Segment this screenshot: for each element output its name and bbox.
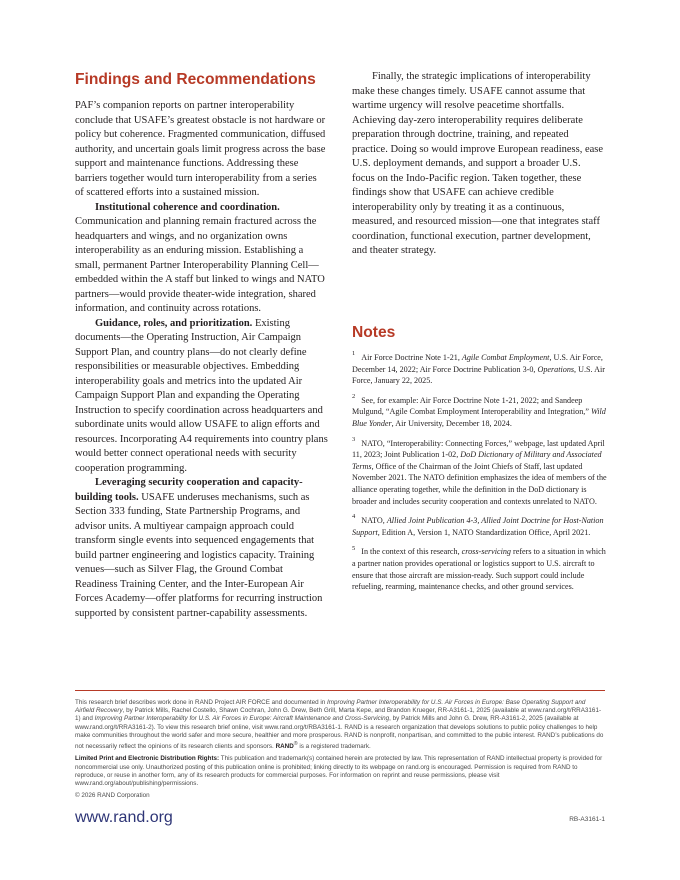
- research-description: [75, 699, 605, 751]
- note-text: See, for example: Air Force Doctrine Note 1-21, 2022; and Sandeep Mulgund, “Agile Combat Employment Interoperability and Integration,”: [352, 395, 591, 417]
- note-title: Wild Blue Yonder: [352, 407, 606, 428]
- document-number: RB-A3161-1: [569, 816, 605, 823]
- note-text: , Edition A, Version 1, NATO Standardization Office, April 2021.: [377, 527, 591, 537]
- findings-heading: Findings and Recommendations: [75, 71, 316, 88]
- rand-website-link[interactable]: www.rand.org: [75, 809, 173, 826]
- intro-paragraph: PAF’s companion reports on partner interoperability conclude that USAFE’s greatest obstacle is not hardware or policy but coherence. Fragmented communication, diffused authority, and uncertain goals limit progress across the base support and maintenance functions. Addressing these barriers together would turn interoperability from a series of scattered efforts into a sustained mission.: [75, 100, 326, 198]
- final-paragraph: Finally, the strategic implications of interoperability make these changes timely. USAFE cannot assume that wartime urgency will resolve peacetime shortfalls. Achieving day-zero interoperability requires deliberate preparation through doctrine, training, and repeated practice. Doing so would improve European readiness, ease U.S. deployment demands, and support a broader U.S. focus on the Indo-Pacific region. Taken together, these findings show that USAFE can achieve credible interoperability only by treating it as a continuous, measured, and resourced mission—one that integrates staff coordination, functional execution, partner development, and theater strategy.: [352, 71, 604, 256]
- security-cooperation-paragraph: [75, 476, 328, 621]
- note-5: [352, 546, 607, 592]
- note-text: refers to a situation in which a partner nation provides operational or logistics support to U.S. aircraft to ensure that those aircraft are mission-ready. Such support could include refueling, rearming, maintenance checks, and other ground services.: [352, 547, 606, 592]
- note-text: , Office of the Chairman of the Joint Chiefs of Staff, last updated November 2021. The NATO definition emphasizes the idea of members of the alliance operating together, while the definition in the DoD dictionary is broader and includes security cooperation and contexts unrelated to NATO.: [352, 461, 607, 506]
- note-text: In the context of this research,: [361, 547, 462, 557]
- coherence-text: Communication and planning remain fractured across the headquarters and wings, and no organization owns interoperability as an enduring mission. Establishing a small, permanent Partner Interoperability Planning Cell—embedded within the A staff but linked to wings and NATO partners—would provide theater-wide integration, shared information, and continuity across rotations.: [75, 216, 325, 314]
- guidance-text: Existing documents—the Operating Instruction, Air Campaign Support Plan, and country plans—do not clearly define responsibilities or measurable objectives. Embedding interoperability goals and metrics into the updated Air Campaign Support Plan and expanding the Operating Instruction to specify coordination across headquarters and subordinate units would allow USAFE to align efforts and resources. Incorporating A4 requirements into country plans would better connect operational needs with security cooperation programming.: [75, 317, 328, 474]
- note-2: [352, 395, 607, 430]
- registered-symbol: ®: [293, 741, 298, 748]
- note-title: cross-servicing: [461, 547, 511, 557]
- note-text: , U.S. Air Force, January 22, 2025.: [352, 364, 605, 386]
- right-column: [352, 70, 605, 259]
- note-title: Operations: [537, 364, 575, 374]
- rights-text: This publication and trademark(s) contained herein are protected by law. This representation of RAND intellectual property is provided for noncommercial use only. Unauthorized posting of this publication online is prohibited; linking directly to its webpage on rand.org is encouraged. Permission is required from RAND to reproduce, or reuse in another form, any of its research products for commercial purposes. For information on reprint and reuse permissions, please visit www.rand.org/about/publishing/permissions.: [75, 755, 603, 787]
- left-column: [75, 70, 328, 621]
- footer-text-run: , by Patrick Mills and John G. Drew, RR-A3161-2, 2025 (available at www.rand.org/t/RRA3161-2). To view this research brief online, visit www.rand.org/t/RBA3161-1. RAND is a research organization that develops solutions to public policy challenges to help make communities throughout the world safer and more secure, healthier and more prosperous. RAND is nonprofit, nonpartisan, and committed to the public interest. RAND’s publications do not necessarily reflect the opinions of its research clients and sponsors.: [75, 715, 604, 751]
- footer: [75, 690, 605, 804]
- report-title: Improving Partner Interoperability for U.S. Air Forces in Europe: Base Operating Support and Airfield Recovery: [75, 699, 586, 715]
- note-number: 5: [352, 544, 356, 552]
- note-number: 4: [352, 513, 356, 521]
- notes-section: [352, 323, 607, 601]
- note-title: Allied Joint Publication 4-3, Allied Joint Doctrine for Host-Nation Support: [352, 516, 604, 537]
- security-cooperation-text: USAFE underuses mechanisms, such as Section 333 funding, State Partnership Programs, and advisor units. A multiyear campaign approach could transform single events into sequenced engagements that build partner engineering and logistics capacity. Training venues—such as Silver Flag, the Ground Combat Readiness Training Center, and the Inter-European Air Forces Academy—offer platforms for recurring instruction supported by consistent partner-capability assessments.: [75, 491, 323, 619]
- note-1: [352, 352, 607, 387]
- rights-label: Limited Print and Electronic Distribution Rights:: [75, 755, 220, 763]
- note-text: , U.S. Air Force, December 14, 2022; Air Force Doctrine Publication 3-0,: [352, 353, 603, 374]
- note-4: [352, 515, 607, 538]
- copyright: © 2026 RAND Corporation: [75, 792, 150, 800]
- note-title: Agile Combat Employment: [461, 353, 550, 362]
- report-title: Improving Partner Interoperability for U.S. Air Forces in Europe: Aircraft Maintenance and Cross-Servicing: [94, 715, 390, 723]
- note-number: 3: [352, 435, 356, 443]
- guidance-paragraph: [75, 317, 328, 477]
- note-number: 1: [352, 350, 356, 358]
- coherence-lead: Institutional coherence and coordination.: [95, 201, 280, 213]
- note-number: 2: [352, 393, 356, 401]
- note-text: NATO,: [361, 516, 387, 526]
- security-cooperation-lead: Leveraging security cooperation and capacity-building tools.: [75, 477, 303, 503]
- rand-mark: RAND: [275, 743, 294, 751]
- notes-heading: Notes: [352, 324, 396, 341]
- note-3: [352, 435, 607, 508]
- footer-text-run: , by Patrick Mills, Rachel Costello, Shawn Cochran, John G. Drew, Beth Grill, Marta Kepe, and Brandon Krueger, RR-A3161-1, 2025 (available at www.rand.org/t/RRA3161-1) and: [75, 707, 602, 723]
- distribution-rights: [75, 755, 605, 788]
- footer-text-run: is a registered trademark.: [297, 743, 371, 751]
- note-text: Air Force Doctrine Note 1-21,: [361, 353, 462, 362]
- guidance-lead: Guidance, roles, and prioritization.: [95, 317, 253, 329]
- note-text: NATO, “Interoperability: Connecting Forces,” webpage, last updated April 11, 2023; Joint Publication 1-02,: [352, 438, 605, 460]
- footer-text-run: This research brief describes work done in RAND Project AIR FORCE and documented in: [75, 699, 327, 706]
- note-text: , Air University, December 18, 2024.: [391, 418, 512, 428]
- coherence-paragraph: [75, 201, 328, 317]
- note-title: DoD Dictionary of Military and Associated Terms: [352, 450, 602, 471]
